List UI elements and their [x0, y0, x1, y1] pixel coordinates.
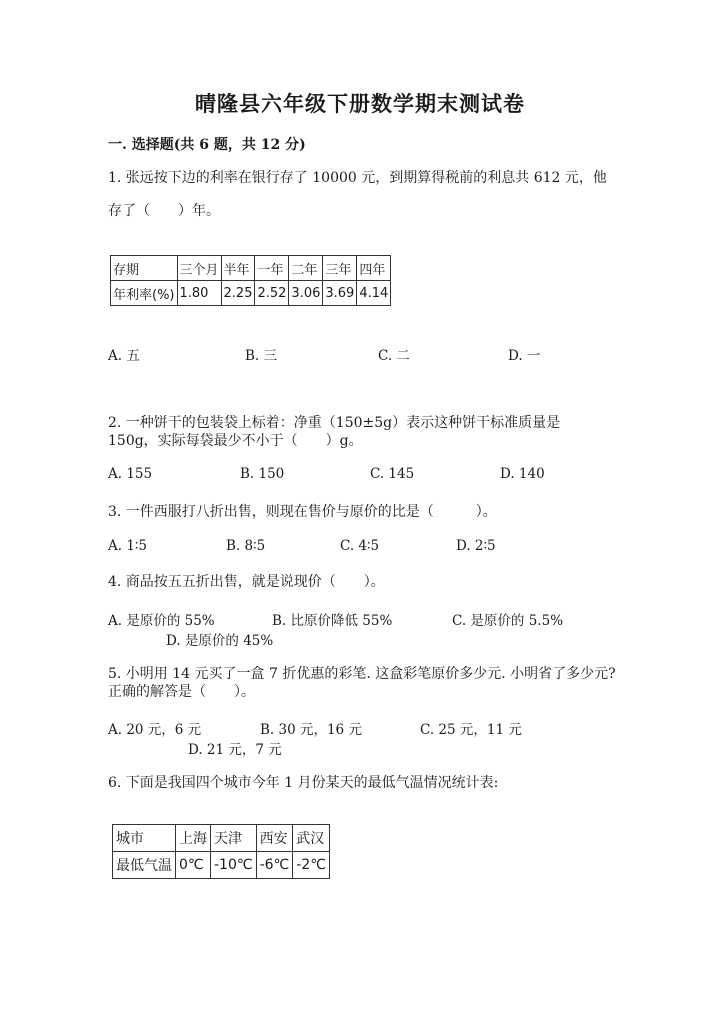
table-cell: -10℃	[211, 852, 257, 879]
table-cell: 三个月	[177, 256, 221, 281]
table-cell: 0℃	[176, 852, 211, 879]
interest-rate-table	[110, 255, 391, 306]
q4-option-b[interactable]: B. 比原价降低 55%	[272, 613, 393, 629]
table-cell: 半年	[221, 256, 255, 281]
section-heading: 一. 选择题(共 6 题，共 12 分)	[108, 137, 306, 153]
q2-option-b[interactable]: B. 150	[240, 466, 285, 482]
q5-option-d[interactable]: D. 21 元，7 元	[188, 742, 282, 758]
page-title: 晴隆县六年级下册数学期末测试卷	[195, 91, 525, 116]
table-cell: 二年	[289, 256, 323, 281]
temperature-table	[112, 824, 330, 879]
table-cell: -6℃	[256, 852, 293, 879]
q1-option-b[interactable]: B. 三	[245, 348, 278, 364]
question-5-text: 5. 小明用 14 元买了一盒 7 折优惠的彩笔. 这盒彩笔原价多少元. 小明省了多少元?	[108, 666, 616, 682]
q3-option-c[interactable]: C. 4∶5	[340, 538, 380, 554]
table-cell: 年利率(%)	[111, 281, 178, 306]
table-cell: 2.25	[221, 281, 255, 306]
question-3-text: 3. 一件西服打八折出售，则现在售价与原价的比是（ ）。	[108, 504, 497, 520]
q1-option-c[interactable]: C. 二	[378, 348, 410, 364]
question-1-text-cont: 存了（ ）年。	[108, 203, 220, 219]
table-cell: 三年	[323, 256, 357, 281]
table-cell: 1.80	[177, 281, 221, 306]
table-row	[111, 281, 391, 306]
q5-option-a[interactable]: A. 20 元，6 元	[108, 722, 202, 738]
q3-option-a[interactable]: A. 1∶5	[108, 538, 148, 554]
table-cell: 最低气温	[113, 852, 176, 879]
question-2-text-cont: 150g，实际每袋最少不小于（ ）g。	[108, 433, 363, 449]
table-cell: 4.14	[357, 281, 391, 306]
q3-option-b[interactable]: B. 8∶5	[226, 538, 266, 554]
table-cell: 天津	[211, 825, 257, 852]
table-header-row	[111, 256, 391, 281]
q4-option-a[interactable]: A. 是原价的 55%	[108, 613, 215, 629]
q5-option-c[interactable]: C. 25 元，11 元	[420, 722, 522, 738]
table-cell: 上海	[176, 825, 211, 852]
table-cell: 3.69	[323, 281, 357, 306]
table-cell: 3.06	[289, 281, 323, 306]
table-row	[113, 852, 330, 879]
table-cell: -2℃	[293, 852, 330, 879]
question-2-text: 2. 一种饼干的包装袋上标着：净重（150±5g）表示这种饼干标准质量是	[108, 415, 561, 431]
q2-option-d[interactable]: D. 140	[500, 466, 545, 482]
q2-option-a[interactable]: A. 155	[108, 466, 153, 482]
table-cell: 四年	[357, 256, 391, 281]
question-1-text: 1. 张远按下边的利率在银行存了 10000 元，到期算得税前的利息共 612 元，他	[108, 170, 607, 186]
table-cell: 城市	[113, 825, 176, 852]
q5-option-b[interactable]: B. 30 元，16 元	[260, 722, 362, 738]
q4-option-d[interactable]: D. 是原价的 45%	[166, 633, 274, 649]
table-cell: 一年	[255, 256, 289, 281]
q2-option-c[interactable]: C. 145	[370, 466, 415, 482]
q4-option-c[interactable]: C. 是原价的 5.5%	[452, 613, 564, 629]
question-4-text: 4. 商品按五五折出售，就是说现价（ ）。	[108, 574, 385, 590]
q1-option-d[interactable]: D. 一	[508, 348, 541, 364]
table-cell: 2.52	[255, 281, 289, 306]
question-5-text-cont: 正确的解答是（ ）。	[108, 684, 255, 700]
table-cell: 西安	[256, 825, 293, 852]
q1-option-a[interactable]: A. 五	[108, 348, 140, 364]
table-cell: 存期	[111, 256, 178, 281]
question-6-text: 6. 下面是我国四个城市今年 1 月份某天的最低气温情况统计表:	[108, 775, 499, 791]
q3-option-d[interactable]: D. 2∶5	[456, 538, 496, 554]
table-header-row	[113, 825, 330, 852]
table-cell: 武汉	[293, 825, 330, 852]
